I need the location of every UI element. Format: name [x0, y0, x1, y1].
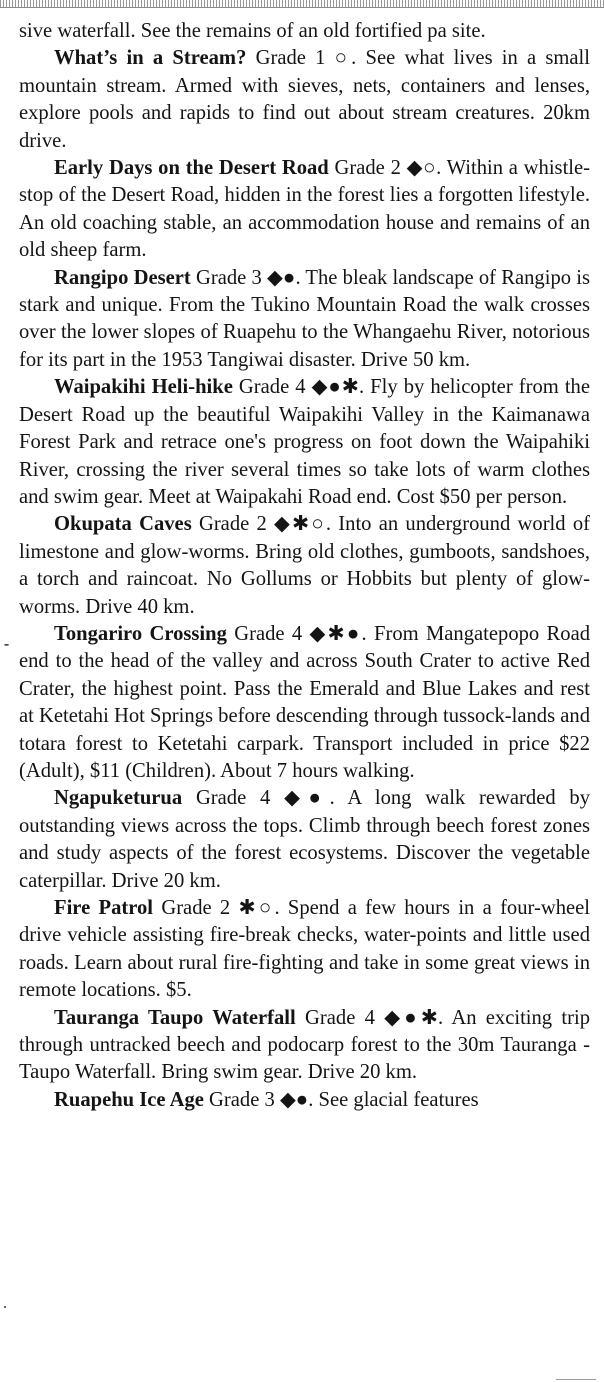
paragraph-text: Grade 4 ◆●✱. Fly by helicopter from the Desert Road up the beautiful Waipakihi Valley in the Kaimanawa Forest Park and retrace one's progress on foot down the Waipahiki River, crossing the river several times so take lots of warm clothes and swim gear. Meet at Waipakahi Road end. Cost $50 per person.	[19, 376, 590, 508]
paragraph-text: Grade 2 ◆✱○. Into an underground world of limestone and glow-worms. Bring old clothes, gumboots, sandshoes, a torch and raincoat. No Gollums or Hobbits but plenty of glow-worms. Drive 40 km.	[19, 513, 590, 618]
paragraph-rangipo-desert	[19, 265, 590, 375]
paragraph-title: Rangipo Desert	[54, 266, 191, 289]
paragraph-text: Grade 2 ◆○. Within a whistle-stop of the Desert Road, hidden in the forest lies a forgotten lifestyle. An old coaching stable, an accommodation house and remains of an old sheep farm.	[19, 157, 591, 262]
paragraph-okupata-caves	[19, 511, 590, 621]
paragraph-text: Grade 4 ◆●✱. An exciting trip through untracked beech and podocarp forest to the 30m Tauranga - Taupo Waterfall. Bring swim gear. Drive 20 km.	[19, 1006, 590, 1084]
paragraph-continuation	[19, 18, 590, 45]
margin-dot	[4, 1306, 6, 1308]
paragraph-text: Grade 4 ◆●. A long walk rewarded by outstanding views across the tops. Climb through beech forest zones and study aspects of the forest ecosystems. Discover the vegetable caterpillar. Drive 20 km.	[19, 787, 590, 892]
paragraph-ruapehu-ice-age	[19, 1087, 590, 1114]
paragraph-title: Waipakihi Heli-hike	[54, 376, 233, 399]
paragraph-fire-patrol	[19, 895, 590, 1005]
page-bottom-mark	[556, 1379, 596, 1380]
paragraph-title: Ngapuketurua	[54, 787, 183, 810]
paragraph-tauranga-taupo-waterfall	[19, 1005, 590, 1087]
paragraph-title: Fire Patrol	[54, 897, 154, 919]
paragraph-title: Ruapehu Ice Age	[54, 1088, 204, 1111]
margin-mark: ⁃	[3, 639, 10, 654]
paragraph-text: sive waterfall. See the remains of an old fortified pa site.	[19, 20, 486, 42]
paragraph-title: Tauranga Taupo Waterfall	[54, 1006, 296, 1029]
paragraph-title: Early Days on the Desert Road	[54, 157, 329, 180]
paragraph-early-days	[19, 155, 590, 265]
document-page	[19, 18, 590, 1114]
page-top-border	[0, 0, 604, 8]
paragraph-text: Grade 4 ◆✱●. From Mangatepopo Road end to the head of the valley and across South Crater to active Red Crater, the highest point. Pass the Emerald and Blue Lakes and rest at Ketetahi Hot Springs before descending through tussock-lands and totara forest to Ketetahi carpark. Transport included in price $22 (Adult), $11 (Children). About 7 hours walking.	[19, 622, 591, 782]
paragraph-title: What’s in a Stream?	[54, 47, 247, 70]
paragraph-tongariro-crossing	[19, 621, 590, 785]
paragraph-title: Tongariro Crossing	[54, 622, 227, 645]
paragraph-text: Grade 2 ✱○. Spend a few hours in a four-wheel drive vehicle assisting fire-break checks, water-points and little used roads. Learn about rural fire-fighting and take in some great views in remote locations. $5.	[19, 897, 590, 1002]
paragraph-text: Grade 3 ◆●. See glacial features	[203, 1088, 479, 1111]
paragraph-ngapuketurua	[19, 785, 590, 895]
paragraph-waipakihi-heli-hike	[19, 374, 590, 511]
paragraph-text: Grade 1 ○. See what lives in a small mountain stream. Armed with sieves, nets, containers and lenses, explore pools and rapids to find out about stream creatures. 20km drive.	[19, 47, 590, 152]
paragraph-whats-in-a-stream	[19, 45, 590, 155]
paragraph-title: Okupata Caves	[54, 513, 192, 536]
paragraph-text: Grade 3 ◆●. The bleak landscape of Rangipo is stark and unique. From the Tukino Mountain Road the walk crosses over the lower slopes of Ruapehu to the Whangaehu River, notorious for its part in the 1953 Tangiwai disaster. Drive 50 km.	[19, 266, 590, 371]
